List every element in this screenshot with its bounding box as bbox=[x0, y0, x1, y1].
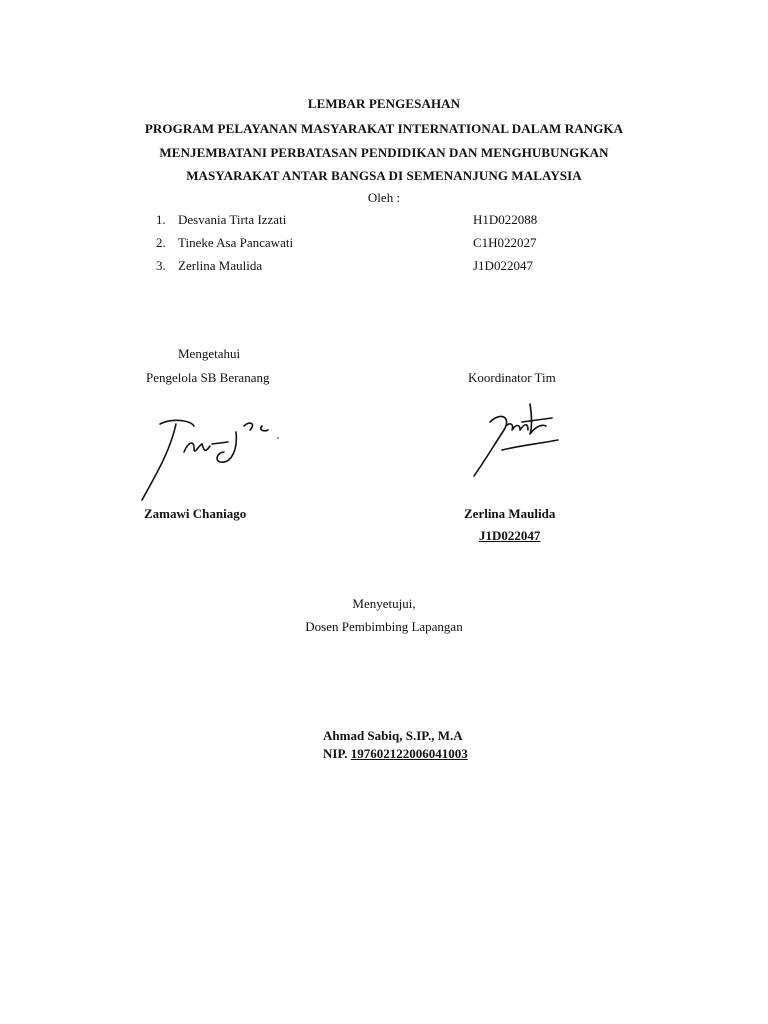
member-number: 2. bbox=[156, 235, 166, 250]
by-label: Oleh : bbox=[367, 190, 401, 205]
document-title: LEMBAR PENGESAHAN bbox=[307, 96, 461, 111]
approver-role: Dosen Pembimbing Lapangan bbox=[305, 619, 463, 634]
left-signature-image bbox=[132, 412, 292, 504]
approve-label: Menyetujui, bbox=[352, 596, 416, 611]
left-signatory-role: Pengelola SB Beranang bbox=[146, 370, 270, 385]
acknowledge-label: Mengetahui bbox=[178, 346, 241, 361]
approver-name: Ahmad Sabiq, S.IP., M.A bbox=[323, 728, 463, 743]
program-title-line-1: PROGRAM PELAYANAN MASYARAKAT INTERNATIONAL DALAM RANGKA bbox=[144, 121, 624, 136]
member-number: 1. bbox=[156, 212, 166, 227]
member-name: Desvania Tirta Izzati bbox=[178, 212, 287, 227]
member-number: 3. bbox=[156, 258, 166, 273]
approver-nip-line bbox=[323, 746, 468, 762]
right-signatory-role: Koordinator Tim bbox=[468, 370, 556, 385]
right-signatory-name: Zerlina Maulida bbox=[464, 506, 556, 521]
member-name: Zerlina Maulida bbox=[178, 258, 263, 273]
member-id: C1H022027 bbox=[473, 235, 537, 250]
program-title-line-3: MASYARAKAT ANTAR BANGSA DI SEMENANJUNG MALAYSIA bbox=[186, 168, 582, 183]
member-id: J1D022047 bbox=[473, 258, 533, 273]
member-name: Tineke Asa Pancawati bbox=[178, 235, 294, 250]
nip-number: 197602122006041003 bbox=[350, 746, 468, 761]
right-signatory-id: J1D022047 bbox=[479, 528, 541, 543]
member-id: H1D022088 bbox=[473, 212, 538, 227]
right-signature-image bbox=[466, 396, 566, 480]
program-title-line-2: MENJEMBATANI PERBATASAN PENDIDIKAN DAN MENGHUBUNGKAN bbox=[159, 145, 609, 160]
nip-label: NIP. bbox=[323, 746, 348, 761]
left-signatory-name: Zamawi Chaniago bbox=[144, 506, 247, 521]
